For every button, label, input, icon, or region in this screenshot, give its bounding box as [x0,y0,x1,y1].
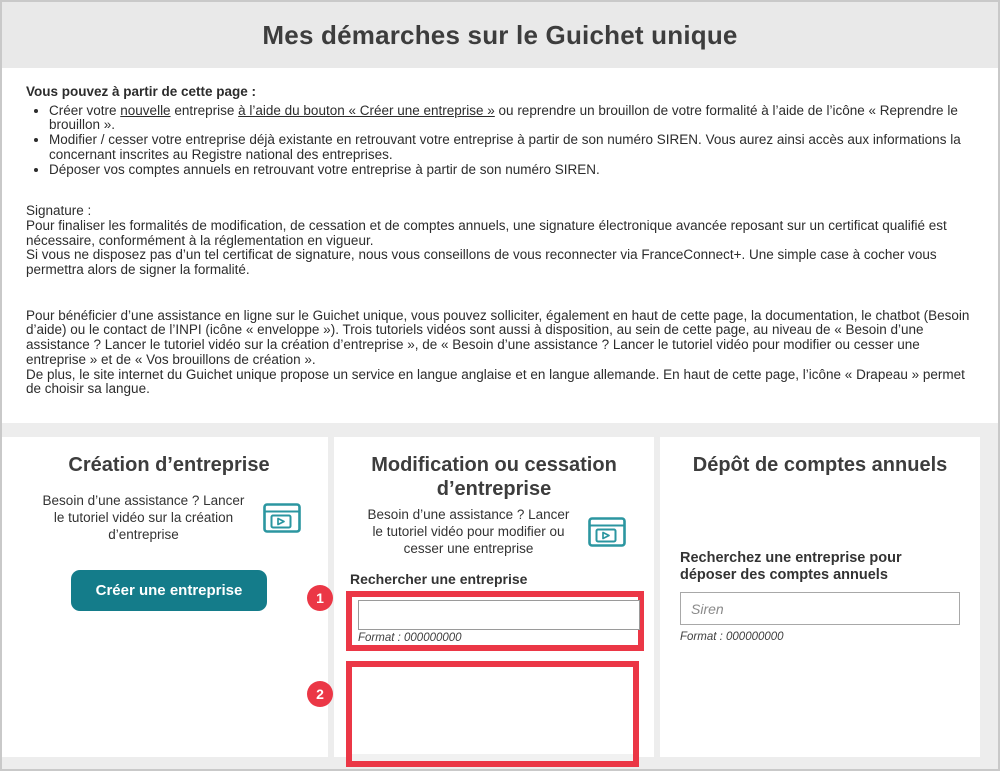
link-creer-entreprise[interactable]: à l’aide du bouton « Créer une entreprise » [238,102,495,118]
format-hint: Format : 000000000 [680,631,784,643]
highlight-box-results [346,661,639,767]
creation-tutorial-label: Besoin d’une assistance ? Lancer le tutoriel vidéo sur la création d’entreprise [42,493,245,542]
intro-heading: Vous pouvez à partir de cette page : [26,84,257,99]
highlight-box-search [346,591,644,651]
page-header [2,2,998,68]
card-modification [316,437,654,757]
assistance-note: Pour bénéficier d’une assistance en ligne sur le Guichet unique, vous pouvez solliciter, également en haut de cette page, la documentation, le chatbot (Besoin d’aide) ou le contact de l’INPI (icône « enveloppe »). Trois tutoriels vidéos sont aussi à disposition, au sein de cette page, au niveau de « Besoin d’une assistance ? Lancer le tutoriel vidéo sur la création d’entreprise », de « Besoin d’une assistance ? Lancer le tutoriel vidéo pour modifier ou cesser une entreprise » et de « Vos brouillons de création ». De plus, le site internet du Guichet unique propose un service en langue anglaise et en langue allemande. En haut de cette page, l’icône « Drapeau » permet de choisir sa langue. [26,307,970,397]
step-1-badge: 1 [307,585,333,611]
search-company-label: Rechercher une entreprise [350,571,528,587]
signature-note: Signature : Pour finaliser les formalités de modification, de cessation et de comptes annuels, une signature électronique avancée reposant sur un certificat qualifié est nécessaire, conformément à la réglementation en vigueur. Si vous ne disposez pas d’un tel certificat de signature, nous vous conseillons de vous reconnecter via FranceConnect+. Une simple case à cocher vous permettra alors de signer la formalité. [26,204,974,278]
create-company-button[interactable]: Créer une entreprise [71,570,268,611]
signature-label: Signature : [26,203,92,219]
cards-row [2,437,998,757]
bullet-modify: • Modifier / cesser votre entreprise déjà existante en retrouvant votre entreprise à partir de son numéro SIREN. Vous aurez ainsi accès aux informations la concernant inscrites au Registre national des entreprises. [49,133,974,162]
card-creation-title: Création d’entreprise [68,454,270,476]
card-depot-title: Dépôt de comptes annuels [692,454,948,476]
depot-search-label: Recherchez une entreprise pour déposer des comptes annuels [680,550,902,583]
video-tutorial-icon[interactable] [588,517,626,547]
intro-bullet-list [26,104,974,178]
modification-tutorial-label: Besoin d’une assistance ? Lancer le tutoriel vidéo pour modifier ou cesser une entreprise [367,507,570,556]
link-nouvelle[interactable]: nouvelle [120,102,171,118]
card-modification-title: Modification ou cessation d’entreprise [371,454,617,500]
video-tutorial-icon[interactable] [263,503,301,533]
bullet-deposit: • Déposer vos comptes annuels en retrouvant votre entreprise à partir de son numéro SIREN. [49,163,974,178]
format-hint: Format : 000000000 [358,632,462,644]
card-creation [10,437,328,757]
right-margin [980,437,998,757]
siren-input[interactable] [680,592,960,625]
siren-search-input[interactable] [358,600,640,630]
card-depot [660,437,980,757]
intro-panel [10,68,990,423]
modification-tutorial-row [334,506,654,557]
results-placeholder [352,754,633,761]
creation-tutorial-row [10,492,328,543]
page-title: Mes démarches sur le Guichet unique [262,19,738,50]
section-divider [2,423,998,437]
bullet-create: • Créer votre nouvelle entreprise à l’aide du bouton « Créer une entreprise » ou reprendre un brouillon de votre formalité à l’aide de l’icône « Reprendre le brouillon ». [49,104,974,133]
step-2-badge: 2 [307,681,333,707]
